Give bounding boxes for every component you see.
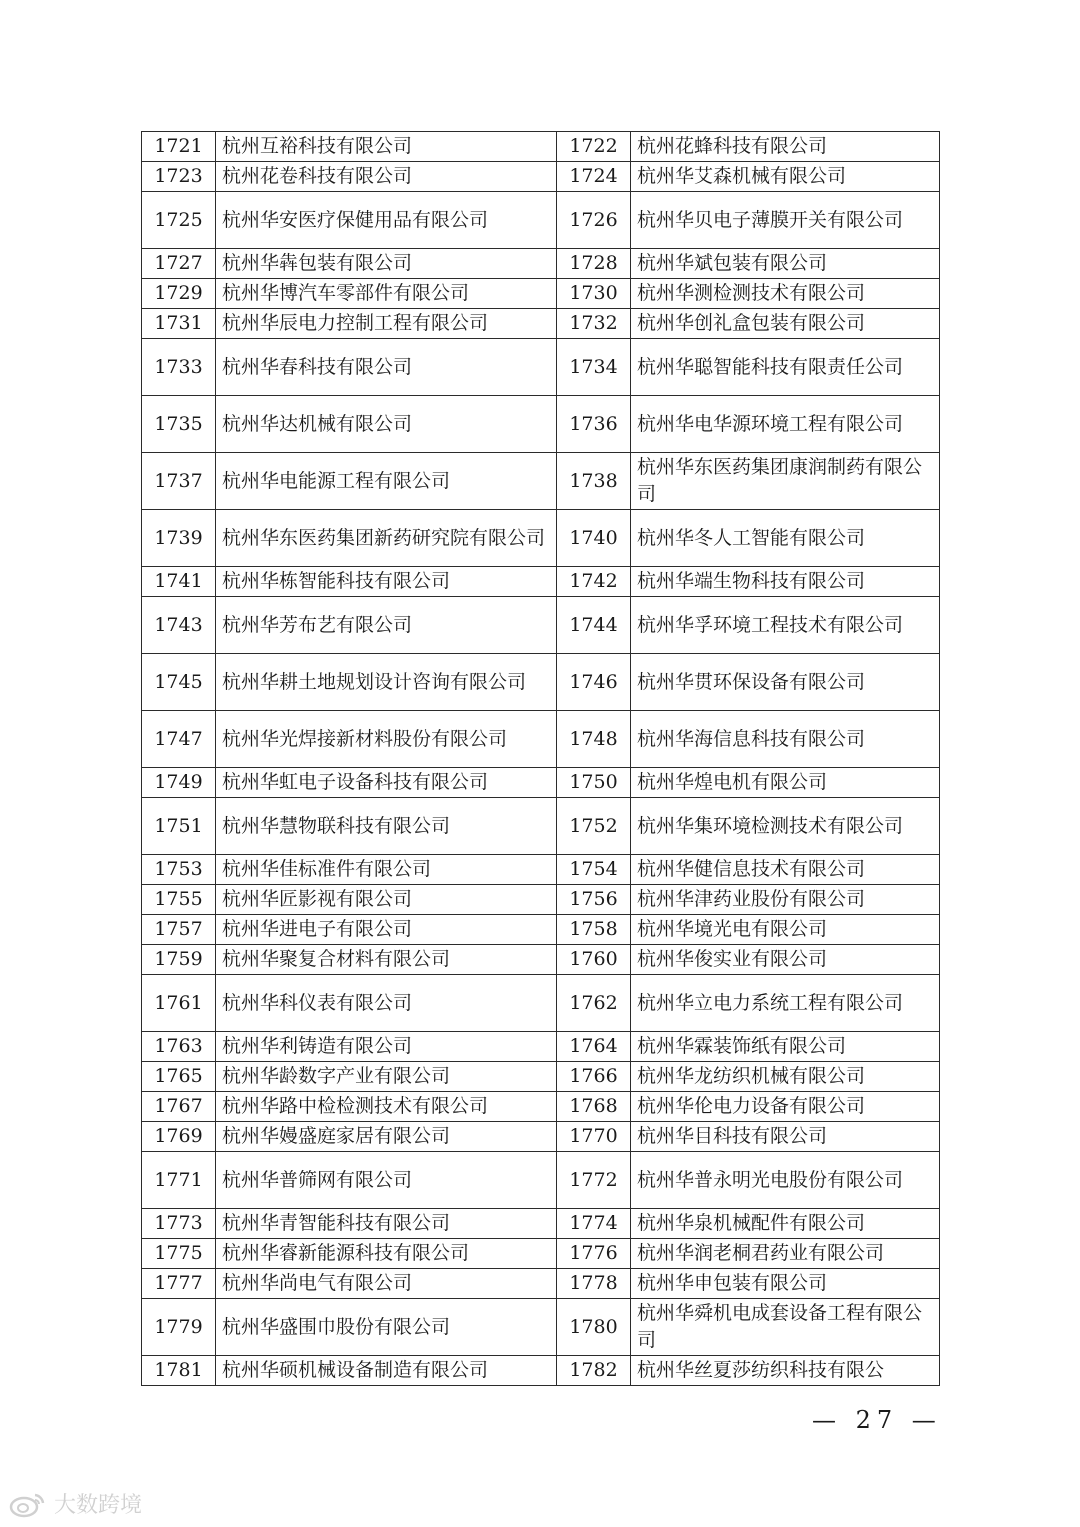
- table-row: [142, 855, 940, 885]
- row-number-left: 1741: [142, 567, 216, 597]
- row-number-left: 1721: [142, 132, 216, 162]
- watermark-text: 大数跨境: [54, 1493, 143, 1518]
- table-row: [142, 1299, 940, 1356]
- row-number-right: 1736: [557, 396, 631, 453]
- table-row: [142, 798, 940, 855]
- company-name-left: 杭州华嫚盛庭家居有限公司: [216, 1122, 557, 1152]
- table-row: [142, 654, 940, 711]
- row-number-left: 1761: [142, 975, 216, 1032]
- row-number-left: 1775: [142, 1239, 216, 1269]
- company-name-right: 杭州华俊实业有限公司: [631, 945, 940, 975]
- table-row: [142, 1209, 940, 1239]
- row-number-right: 1756: [557, 885, 631, 915]
- company-name-right: 杭州华申包装有限公司: [631, 1269, 940, 1299]
- company-name-right: 杭州华贯环保设备有限公司: [631, 654, 940, 711]
- company-name-left: 杭州华虹电子设备科技有限公司: [216, 768, 557, 798]
- table-row: [142, 1062, 940, 1092]
- row-number-right: 1776: [557, 1239, 631, 1269]
- table-row: [142, 1269, 940, 1299]
- company-name-left: 杭州华电能源工程有限公司: [216, 453, 557, 510]
- row-number-right: 1778: [557, 1269, 631, 1299]
- row-number-right: 1722: [557, 132, 631, 162]
- row-number-left: 1737: [142, 453, 216, 510]
- company-name-right: 杭州华伦电力设备有限公司: [631, 1092, 940, 1122]
- row-number-right: 1740: [557, 510, 631, 567]
- row-number-right: 1728: [557, 249, 631, 279]
- table-row: [142, 1239, 940, 1269]
- row-number-left: 1755: [142, 885, 216, 915]
- page-number: — 27 —: [812, 1406, 942, 1434]
- company-name-right: 杭州华润老桐君药业有限公司: [631, 1239, 940, 1269]
- company-name-right: 杭州华创礼盒包装有限公司: [631, 309, 940, 339]
- row-number-left: 1769: [142, 1122, 216, 1152]
- row-number-right: 1752: [557, 798, 631, 855]
- company-name-left: 杭州华慧物联科技有限公司: [216, 798, 557, 855]
- company-name-left: 杭州华青智能科技有限公司: [216, 1209, 557, 1239]
- company-name-left: 杭州互裕科技有限公司: [216, 132, 557, 162]
- table-row: [142, 132, 940, 162]
- table-row: [142, 162, 940, 192]
- company-name-left: 杭州华光焊接新材料股份有限公司: [216, 711, 557, 768]
- company-name-left: 杭州华博汽车零部件有限公司: [216, 279, 557, 309]
- company-name-left: 杭州华芳布艺有限公司: [216, 597, 557, 654]
- row-number-right: 1770: [557, 1122, 631, 1152]
- row-number-right: 1748: [557, 711, 631, 768]
- company-name-right: 杭州华普永明光电股份有限公司: [631, 1152, 940, 1209]
- company-name-right: 杭州华贝电子薄膜开关有限公司: [631, 192, 940, 249]
- company-name-left: 杭州华盛围巾股份有限公司: [216, 1299, 557, 1356]
- row-number-left: 1743: [142, 597, 216, 654]
- company-name-left: 杭州华达机械有限公司: [216, 396, 557, 453]
- company-name-right: 杭州华海信息科技有限公司: [631, 711, 940, 768]
- row-number-right: 1780: [557, 1299, 631, 1356]
- table-row: [142, 279, 940, 309]
- company-name-left: 杭州华佳标准件有限公司: [216, 855, 557, 885]
- company-name-left: 杭州华匠影视有限公司: [216, 885, 557, 915]
- company-name-right: 杭州华境光电有限公司: [631, 915, 940, 945]
- row-number-right: 1726: [557, 192, 631, 249]
- row-number-left: 1739: [142, 510, 216, 567]
- row-number-left: 1751: [142, 798, 216, 855]
- row-number-left: 1723: [142, 162, 216, 192]
- table-row: [142, 309, 940, 339]
- company-name-right: 杭州华冬人工智能有限公司: [631, 510, 940, 567]
- table-row: [142, 597, 940, 654]
- company-name-right: 杭州华东医药集团康润制药有限公司: [631, 453, 940, 510]
- row-number-right: 1732: [557, 309, 631, 339]
- row-number-right: 1750: [557, 768, 631, 798]
- company-name-right: 杭州华电华源环境工程有限公司: [631, 396, 940, 453]
- row-number-left: 1781: [142, 1356, 216, 1386]
- table-row: [142, 567, 940, 597]
- company-name-right: 杭州华泉机械配件有限公司: [631, 1209, 940, 1239]
- row-number-right: 1764: [557, 1032, 631, 1062]
- company-name-right: 杭州华立电力系统工程有限公司: [631, 975, 940, 1032]
- company-name-left: 杭州华路中检检测技术有限公司: [216, 1092, 557, 1122]
- row-number-right: 1760: [557, 945, 631, 975]
- company-name-left: 杭州华安医疗保健用品有限公司: [216, 192, 557, 249]
- table-row: [142, 339, 940, 396]
- company-name-left: 杭州华睿新能源科技有限公司: [216, 1239, 557, 1269]
- row-number-left: 1763: [142, 1032, 216, 1062]
- company-name-left: 杭州华辰电力控制工程有限公司: [216, 309, 557, 339]
- row-number-left: 1757: [142, 915, 216, 945]
- company-name-right: 杭州华端生物科技有限公司: [631, 567, 940, 597]
- weibo-logo-icon: [8, 1490, 48, 1518]
- row-number-left: 1733: [142, 339, 216, 396]
- company-name-left: 杭州华春科技有限公司: [216, 339, 557, 396]
- company-name-left: 杭州华聚复合材料有限公司: [216, 945, 557, 975]
- table-row: [142, 1356, 940, 1386]
- company-name-right: 杭州花蜂科技有限公司: [631, 132, 940, 162]
- table-row: [142, 1092, 940, 1122]
- row-number-left: 1731: [142, 309, 216, 339]
- company-name-right: 杭州华孚环境工程技术有限公司: [631, 597, 940, 654]
- row-number-right: 1734: [557, 339, 631, 396]
- company-name-right: 杭州华艾森机械有限公司: [631, 162, 940, 192]
- row-number-left: 1773: [142, 1209, 216, 1239]
- table-row: [142, 453, 940, 510]
- row-number-left: 1759: [142, 945, 216, 975]
- row-number-left: 1765: [142, 1062, 216, 1092]
- row-number-left: 1779: [142, 1299, 216, 1356]
- row-number-left: 1747: [142, 711, 216, 768]
- table-row: [142, 1122, 940, 1152]
- row-number-left: 1753: [142, 855, 216, 885]
- table-row: [142, 975, 940, 1032]
- row-number-left: 1777: [142, 1269, 216, 1299]
- row-number-right: 1782: [557, 1356, 631, 1386]
- company-list-table: [141, 131, 940, 1386]
- company-name-right: 杭州华测检测技术有限公司: [631, 279, 940, 309]
- company-name-right: 杭州华健信息技术有限公司: [631, 855, 940, 885]
- company-name-left: 杭州华利铸造有限公司: [216, 1032, 557, 1062]
- company-name-right: 杭州华霖装饰纸有限公司: [631, 1032, 940, 1062]
- row-number-left: 1727: [142, 249, 216, 279]
- company-name-right: 杭州华斌包装有限公司: [631, 249, 940, 279]
- company-name-left: 杭州华龄数字产业有限公司: [216, 1062, 557, 1092]
- company-name-right: 杭州华舜机电成套设备工程有限公司: [631, 1299, 940, 1356]
- row-number-right: 1730: [557, 279, 631, 309]
- row-number-left: 1749: [142, 768, 216, 798]
- row-number-left: 1725: [142, 192, 216, 249]
- company-name-left: 杭州华耕土地规划设计咨询有限公司: [216, 654, 557, 711]
- table-row: [142, 396, 940, 453]
- table-row: [142, 1152, 940, 1209]
- company-name-right: 杭州华丝夏莎纺织科技有限公: [631, 1356, 940, 1386]
- row-number-right: 1738: [557, 453, 631, 510]
- table-row: [142, 711, 940, 768]
- company-name-left: 杭州华硕机械设备制造有限公司: [216, 1356, 557, 1386]
- table-row: [142, 249, 940, 279]
- row-number-right: 1772: [557, 1152, 631, 1209]
- row-number-right: 1774: [557, 1209, 631, 1239]
- row-number-right: 1758: [557, 915, 631, 945]
- table-row: [142, 768, 940, 798]
- company-name-left: 杭州华进电子有限公司: [216, 915, 557, 945]
- table-row: [142, 885, 940, 915]
- company-name-right: 杭州华集环境检测技术有限公司: [631, 798, 940, 855]
- row-number-right: 1742: [557, 567, 631, 597]
- company-name-right: 杭州华煌电机有限公司: [631, 768, 940, 798]
- company-name-left: 杭州华尚电气有限公司: [216, 1269, 557, 1299]
- row-number-right: 1744: [557, 597, 631, 654]
- row-number-right: 1754: [557, 855, 631, 885]
- company-name-right: 杭州华目科技有限公司: [631, 1122, 940, 1152]
- row-number-right: 1762: [557, 975, 631, 1032]
- company-name-left: 杭州华犇包装有限公司: [216, 249, 557, 279]
- row-number-left: 1767: [142, 1092, 216, 1122]
- row-number-left: 1745: [142, 654, 216, 711]
- watermark: [8, 1488, 142, 1519]
- row-number-right: 1724: [557, 162, 631, 192]
- table-row: [142, 1032, 940, 1062]
- row-number-right: 1768: [557, 1092, 631, 1122]
- table-row: [142, 945, 940, 975]
- company-name-right: 杭州华龙纺织机械有限公司: [631, 1062, 940, 1092]
- table-row: [142, 192, 940, 249]
- company-name-right: 杭州华聪智能科技有限责任公司: [631, 339, 940, 396]
- row-number-right: 1766: [557, 1062, 631, 1092]
- company-name-left: 杭州花卷科技有限公司: [216, 162, 557, 192]
- table-body: [142, 132, 940, 1386]
- table-row: [142, 915, 940, 945]
- company-name-right: 杭州华津药业股份有限公司: [631, 885, 940, 915]
- company-name-left: 杭州华东医药集团新药研究院有限公司: [216, 510, 557, 567]
- row-number-left: 1729: [142, 279, 216, 309]
- row-number-right: 1746: [557, 654, 631, 711]
- row-number-left: 1771: [142, 1152, 216, 1209]
- company-name-left: 杭州华普筛网有限公司: [216, 1152, 557, 1209]
- table-row: [142, 510, 940, 567]
- company-name-left: 杭州华栋智能科技有限公司: [216, 567, 557, 597]
- row-number-left: 1735: [142, 396, 216, 453]
- company-name-left: 杭州华科仪表有限公司: [216, 975, 557, 1032]
